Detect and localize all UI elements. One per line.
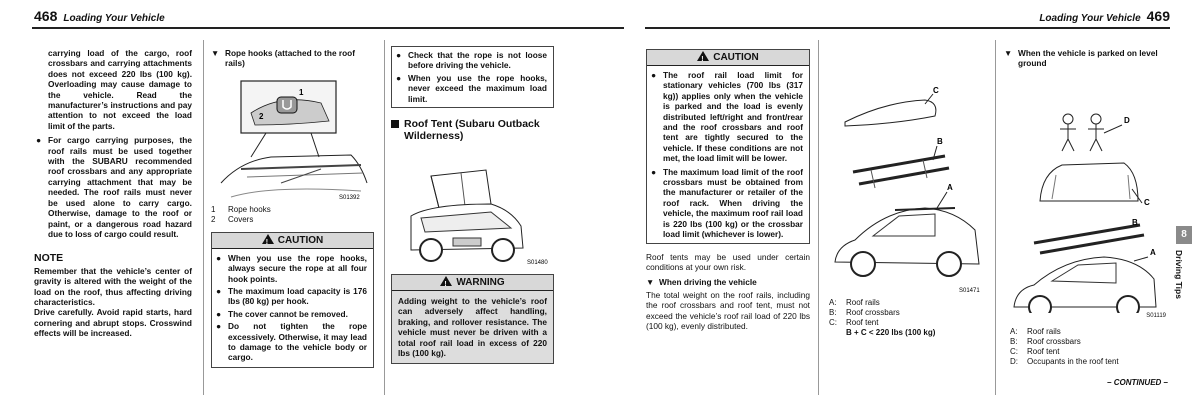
caution-item: ● The roof rail load limit for stationary vehicles (700 lbs (317 kg)) applies only when the vehicle is parked and the load is evenly distributed left/right and front/rear and the roof crossbars and roof tent are tightly secured to the vehicle. If these conditions are not met, the load limit will be lower. (651, 70, 803, 164)
left-page-number: 468 (34, 8, 58, 24)
figure-code: S01392 (339, 194, 360, 201)
warning-triangle-icon (262, 234, 274, 244)
legend-item: B: Roof crossbars (1010, 337, 1081, 347)
rope-hook-legend (211, 205, 374, 225)
right-col-3 (1004, 48, 1170, 367)
right-col-1 (646, 49, 810, 331)
figure-code: S01471 (959, 288, 980, 294)
warning-header: !WARNING (392, 275, 553, 291)
warning-triangle-icon (697, 51, 709, 61)
column-divider (818, 40, 819, 395)
label-d: D (1124, 115, 1130, 125)
legend-item: 1 Rope hooks (211, 204, 271, 214)
column-divider (203, 40, 204, 395)
note-paragraph: Drive carefully. Avoid rapid starts, hard cornering and abrupt stops. Crosswind effects will be increased. (34, 307, 192, 339)
column-divider (995, 40, 996, 395)
chapter-tab-label: Driving Tips (1174, 250, 1184, 299)
figure-code: S01480 (527, 260, 548, 267)
left-col-3 (391, 46, 554, 364)
load-formula: B + C < 220 lbs (100 kg) (846, 328, 936, 337)
parked-heading: ▼ When the vehicle is parked on level ground (1004, 48, 1158, 69)
caution-header: !CAUTION (647, 50, 809, 66)
left-header-rule (32, 27, 624, 29)
roof-load-figure (825, 60, 985, 296)
legend-item: B: Roof crossbars (829, 308, 900, 317)
legend-item: A: Roof rails (1010, 327, 1061, 337)
roof-load-legend (825, 298, 990, 338)
driving-paragraph: The total weight on the roof rails, including the roof crossbars and roof tent, must not exceed the vehicle’s roof rail load of 220 lbs (100 kg), evenly distributed. (646, 289, 810, 331)
note-paragraph: Remember that the vehicle’s center of gravity is altered with the weight of the load on the roof, thus affecting driving characteristics. (34, 265, 192, 307)
label-b: B (1132, 217, 1138, 227)
caution-item: ● When you use the rope hooks, always secure the rope at all four hook points. (216, 252, 367, 284)
roof-tent-figure (391, 146, 551, 268)
warning-triangle-icon (440, 276, 452, 286)
label-b: B (937, 137, 943, 146)
callout-2: 2 (259, 111, 264, 121)
rope-hooks-heading: Rope hooks (attached to the roof rails) (225, 48, 355, 69)
driving-subheading: ▼ When driving the vehicle (646, 277, 757, 288)
left-page-title: Loading Your Vehicle (63, 13, 165, 24)
right-page-title: Loading Your Vehicle (1039, 13, 1141, 24)
legend-item: 2 Covers (211, 214, 254, 224)
rope-hook-figure (211, 73, 371, 203)
left-col-1 (34, 48, 192, 339)
label-c: C (933, 86, 939, 95)
bullet-continued: carrying load of the cargo, roof crossbars and carrying attachments does not exceed 220 lbs (100 kg). Overloading may cause damage to the vehicle. Read the manufacturer’s instructions and pay attention to not exceed the load limit of the parts. (48, 48, 192, 131)
legend-item: C: Roof tent (829, 318, 879, 327)
heading-marker-icon: ▼ (1004, 48, 1013, 58)
caution-box (211, 232, 374, 368)
label-c: C (1144, 197, 1150, 207)
caution-item: ● The maximum load capacity is 176 lbs (80 kg) per hook. (216, 286, 367, 307)
note-title: NOTE (34, 252, 64, 265)
roof-tent-section-title: Roof Tent (Subaru Outback Wilderness) (391, 118, 554, 142)
column-divider (384, 40, 385, 395)
caution-item: ● The maximum load limit of the roof crossbars must be obtained from the manufacturer or retailer of the roof rack. When driving the vehicle, the maximum roof rail load is 220 lbs (100 kg) or the crossbar load limit (whichever is lower). (651, 166, 803, 240)
roof-tent-paragraph: Roof tents may be used under certain conditions at your own risk. (646, 251, 810, 272)
bullet-item: ● For cargo carrying purposes, the roof rails must be used together with the SUBARU recommended roof crossbars and any appropriate carrying attachment that may be needed. The roof rails must never be used alone to carry cargo. Otherwise, damage to the roof or paint, or a dangerous road hazard due to loss of cargo could result. (36, 135, 192, 239)
legend-item: A: Roof rails (829, 298, 880, 307)
caution-item: ● The cover cannot be removed. (216, 308, 348, 319)
caution-header: !CAUTION (212, 233, 373, 249)
label-a: A (1150, 247, 1156, 257)
left-page-header (34, 8, 165, 24)
right-header-rule (645, 27, 1170, 29)
right-page-header (1039, 8, 1170, 24)
right-col-2 (825, 60, 990, 338)
left-col-2 (211, 48, 374, 368)
legend-item: C: Roof tent (1010, 347, 1060, 357)
legend-item: D: Occupants in the roof tent (1010, 357, 1119, 367)
parked-load-figure (1004, 73, 1164, 313)
caution-item: ● When you use the rope hooks, never exceed the maximum load limit. (396, 72, 547, 104)
figure-code: S01119 (1146, 312, 1166, 319)
right-page-number: 469 (1146, 8, 1170, 24)
caution-item: ● Do not tighten the rope excessively. Otherwise, it may lead to damage to the vehicle body or cargo. (216, 321, 367, 363)
section-square-icon (391, 120, 399, 128)
parked-legend (1004, 327, 1170, 367)
warning-text: Adding weight to the vehicle’s roof can adversely affect handling, braking, and rollover resistance. The vehicle must never be driven with a total roof rail load in excess of 220 lbs (100 kg). (392, 291, 553, 363)
label-a: A (947, 183, 953, 192)
caution-continued-box (391, 46, 554, 108)
warning-box (391, 274, 554, 364)
caution-box (646, 49, 810, 244)
continued-label: – CONTINUED – (1107, 378, 1168, 387)
caution-item: ● Check that the rope is not loose before driving the vehicle. (396, 50, 547, 71)
chapter-tab-number: 8 (1176, 226, 1192, 244)
heading-marker-icon: ▼ (211, 48, 220, 58)
callout-1: 1 (299, 87, 304, 97)
heading-marker-icon: ▼ (646, 277, 655, 288)
